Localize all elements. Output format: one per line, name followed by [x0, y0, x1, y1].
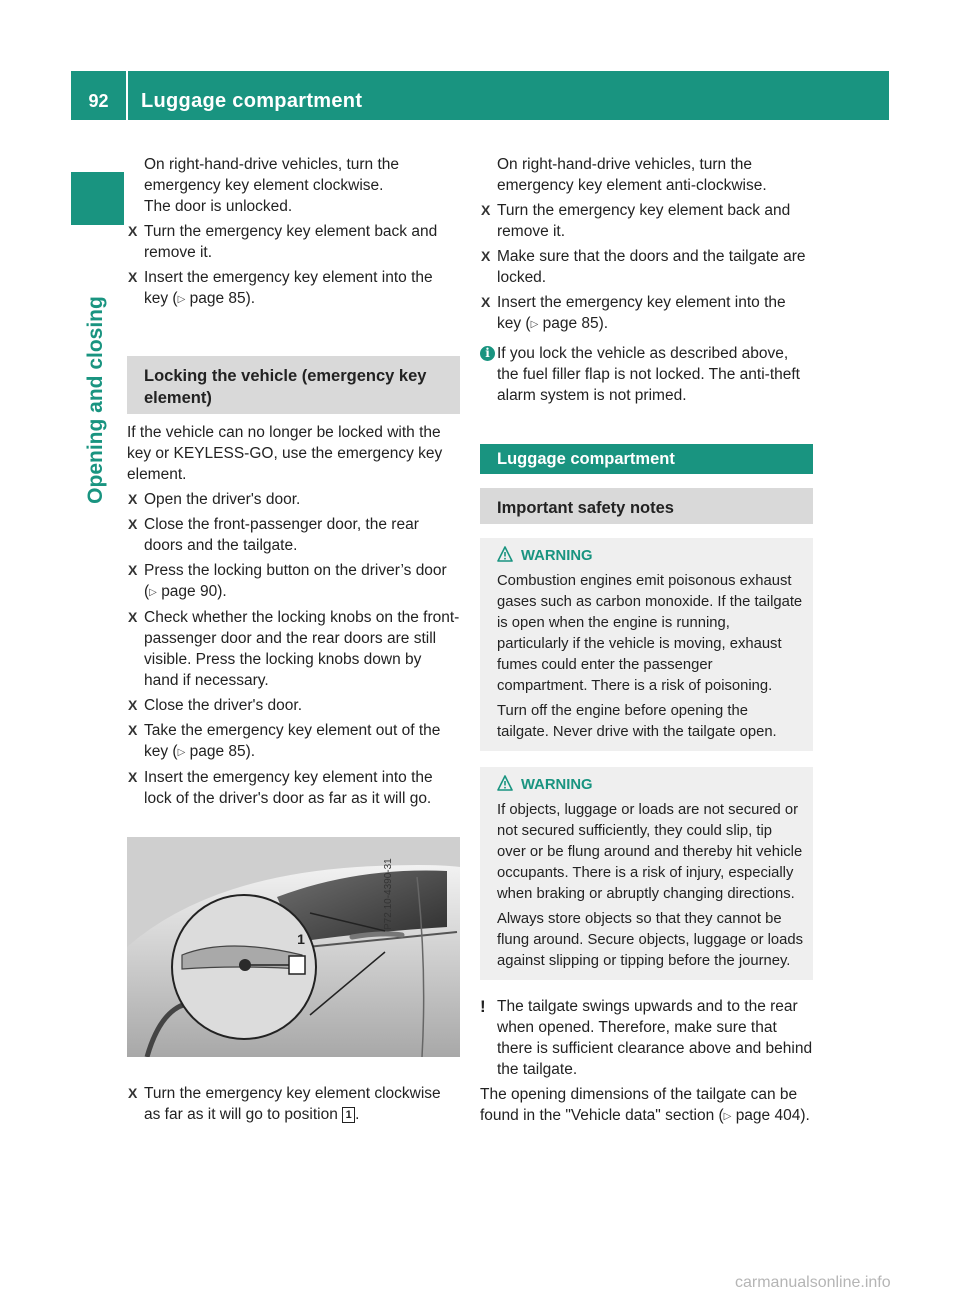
page-reference-link[interactable]: page 85).: [189, 743, 256, 760]
step-item: X Insert the emergency key element into the lock of the driver's door as far as it will go.: [128, 769, 433, 807]
watermark: carmanualsonline.info: [735, 1274, 891, 1291]
page-ref-icon: ▷: [530, 319, 539, 330]
intro-text: [480, 154, 813, 196]
header-divider: [126, 71, 128, 120]
figure-code: P72.10-4390-31: [383, 858, 394, 930]
info-icon: i: [480, 346, 495, 361]
step-arrow-icon: X: [128, 562, 138, 578]
warning-title: WARNING: [497, 546, 803, 567]
step-arrow-icon: X: [128, 269, 138, 285]
warning-text: Always store objects so that they cannot be flung around. Secure objects, luggage or loads against slipping or tipping before the journey.: [497, 911, 804, 969]
figure-callout-number: 1: [297, 931, 305, 947]
step-item: X Turn the emergency key element back and remove it.: [128, 223, 438, 261]
warning-text: Turn off the engine before opening the tailgate. Never drive with the tailgate open.: [497, 703, 777, 740]
page-reference-link[interactable]: page 404).: [735, 1107, 810, 1124]
section-heading: Luggage compartment: [480, 444, 813, 474]
page-ref-icon: ▷: [177, 294, 186, 305]
left-column: [127, 154, 460, 1129]
warning-text: Combustion engines emit poisonous exhaust gases such as carbon monoxide. If the tailgate is open when the engine is running, particularly if the vehicle is moving, exhaust fumes could enter the passenger compartment. There is a risk of poisoning.: [497, 573, 803, 694]
page-number: 92: [88, 91, 109, 111]
step-item: X Insert the emergency key element into the key (▷ page 85).: [481, 294, 786, 332]
sub-heading: Important safety notes: [480, 488, 813, 524]
intro-line: On right-hand-drive vehicles, turn the: [144, 156, 400, 173]
step-arrow-icon: X: [481, 202, 491, 218]
step-arrow-icon: X: [128, 769, 138, 785]
warning-box: [480, 767, 813, 980]
body-paragraph: If the vehicle can no longer be locked with the key or KEYLESS-GO, use the emergency key element.: [127, 424, 443, 483]
intro-line: emergency key element anti-clockwise.: [497, 177, 767, 194]
body-paragraph: The opening dimensions of the tailgate can be found in the "Vehicle data" section (▷ page 404).: [480, 1086, 810, 1124]
step-item: X Insert the emergency key element into the key (▷ page 85).: [128, 269, 433, 307]
page-reference-link[interactable]: page 90).: [161, 583, 227, 600]
section-heading: Locking the vehicle (emergency key element): [127, 356, 460, 414]
intro-text: [127, 154, 460, 217]
step-arrow-icon: X: [128, 697, 138, 713]
intro-line: The door is unlocked.: [144, 198, 293, 215]
step-item: X Close the driver's door.: [128, 697, 303, 714]
position-marker: 1: [342, 1107, 355, 1123]
step-arrow-icon: X: [128, 722, 138, 738]
warning-triangle-icon: [497, 546, 513, 562]
step-arrow-icon: X: [481, 294, 491, 310]
step-item: X Turn the emergency key element back and remove it.: [481, 202, 791, 240]
page-ref-icon: ▷: [177, 747, 186, 758]
step-arrow-icon: X: [128, 1085, 138, 1101]
intro-line: emergency key element clockwise.: [144, 177, 384, 194]
page-title: Luggage compartment: [141, 90, 363, 112]
warning-triangle-icon: [497, 775, 513, 791]
step-arrow-icon: X: [481, 248, 491, 264]
caution-note: ! The tailgate swings upwards and to the rear when opened. Therefore, make sure that there is sufficient clearance above and behind the tailgate.: [480, 997, 813, 1078]
step-arrow-icon: X: [128, 609, 138, 625]
warning-title: WARNING: [497, 775, 803, 796]
step-item: X Open the driver's door.: [128, 491, 301, 508]
step-item: X Make sure that the doors and the tailgate are locked.: [481, 248, 806, 286]
step-arrow-icon: X: [128, 516, 138, 532]
step-arrow-icon: X: [128, 223, 138, 239]
step-item: X Check whether the locking knobs on the front-passenger door and the rear doors are still visible. Press the locking knobs down by hand if necessary.: [128, 609, 460, 689]
page-reference-link[interactable]: page 85).: [189, 290, 256, 307]
step-item: X Press the locking button on the driver’s door (▷ page 90).: [128, 562, 447, 600]
page-ref-icon: ▷: [149, 587, 157, 598]
step-arrow-icon: X: [128, 491, 138, 507]
step-item: X Close the front-passenger door, the rear doors and the tailgate.: [128, 516, 419, 554]
page-reference-link[interactable]: page 85).: [542, 315, 609, 332]
warning-box: [480, 538, 813, 751]
page-header: [71, 71, 889, 120]
right-column: [480, 154, 813, 1131]
info-note: i If you lock the vehicle as described above, the fuel filler flap is not locked. The anti-theft alarm system is not primed.: [480, 343, 813, 406]
step-item: X Turn the emergency key element clockwise as far as it will go to position 1 .: [128, 1085, 441, 1123]
intro-line: On right-hand-drive vehicles, turn the: [497, 156, 753, 173]
caution-exclamation-icon: !: [480, 997, 486, 1016]
page-ref-icon: ▷: [723, 1111, 732, 1122]
chapter-label: Opening and closing: [84, 296, 107, 504]
step-item: X Take the emergency key element out of the key (▷ page 85).: [128, 722, 441, 760]
warning-text: If objects, luggage or loads are not secured or not secured sufficiently, they could slip, tip over or be flung around and thereby hit vehicle occupants. There is a risk of injury, especially when braking or abruptly changing directions.: [497, 802, 803, 902]
